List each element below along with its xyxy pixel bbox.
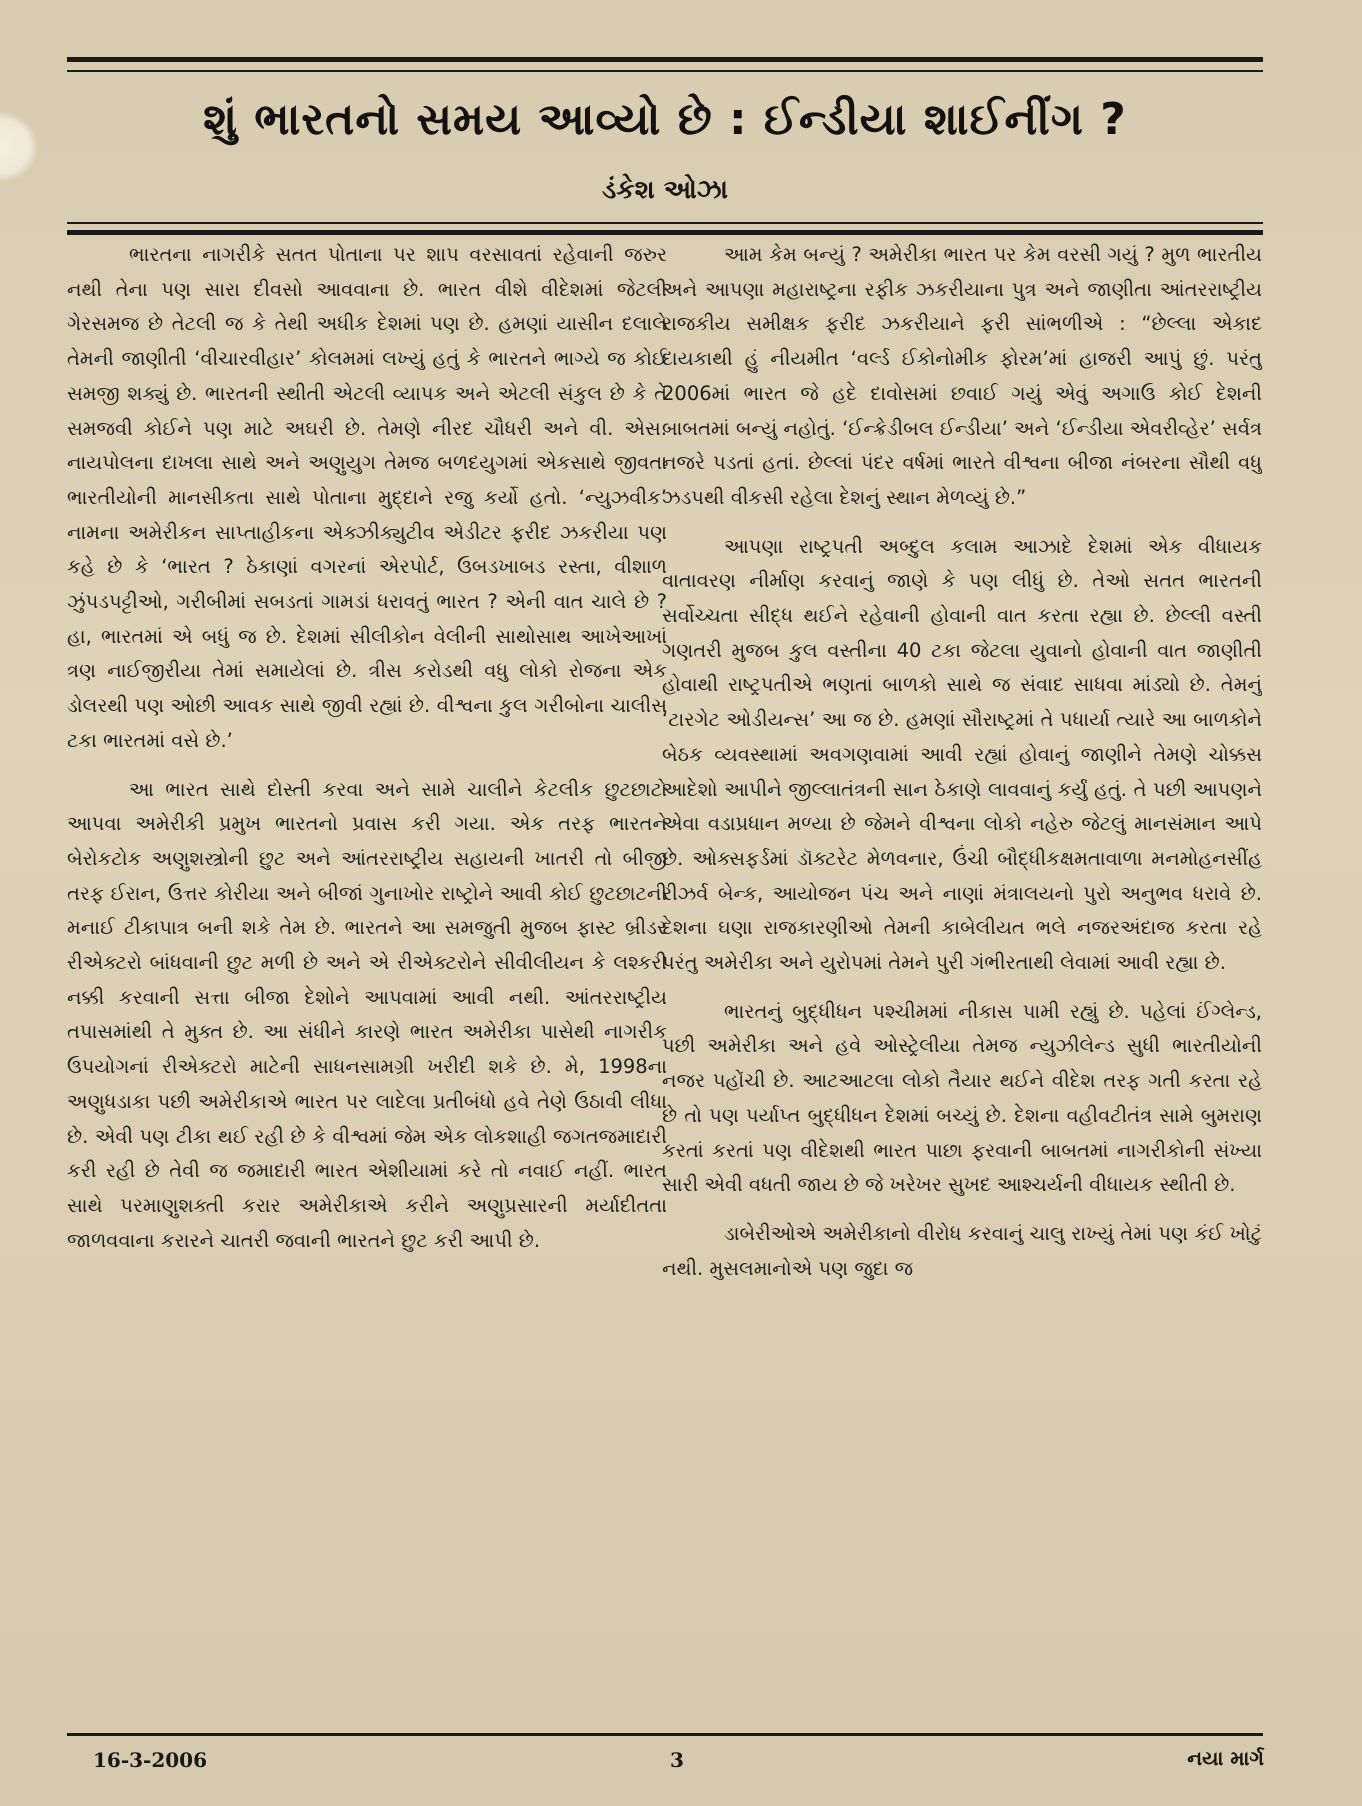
top-rule-thin xyxy=(67,70,1263,72)
paper-hole xyxy=(18,1628,52,1662)
article-title: શું ભારતનો સમય આવ્યો છે : ઈન્ડીયા શાઈનીંગ ? xyxy=(203,94,1127,145)
footer-rule xyxy=(67,1733,1263,1736)
paragraph: આપણા રાષ્ટ્રપતી અબ્દુલ કલામ આઝાદે દેશમાં એક વીધાયક વાતાવરણ નીર્માણ કરવાનું જાણે કે પણ લીધું છે. તેઓ સતત ભારતની સર્વોચ્ચતા સીદ્ધ થઈને રહેવાની હોવાની વાત કરતા રહ્યા છે. છેલ્લી વસ્તી ગણતરી મુજબ કુલ વસ્તીના 40 ટકા જેટલા યુવાનો હોવાની વાત જાણીતી હોવાથી રાષ્ટ્રપતીએ ભણતાં બાળકો સાથે જ સંવાદ સાધવા માંડ્યો છે. તેમનું ‘ટારગેટ ઓડીયન્સ’ આ જ છે. હમણાં સૌરાષ્ટ્રમાં તે પધાર્યા ત્યારે આ બાળકોને બેઠક વ્યવસ્થામાં અવગણવામાં આવી રહ્યાં હોવાનું જાણીને તેમણે ચોક્કસ આદેશો આપીને જીલ્લાતંત્રની સાન ઠેકાણે લાવવાનું કર્યું હતું. તે પછી આપણને એવા વડાપ્રધાન મળ્યા છે જેમને વીશ્વના લોકો નહેરુ જેટલું માનસંમાન આપે છે. ઓક્સફર્ડમાં ડૉક્ટરેટ મેળવનાર, ઉંચી બૌદ્ધીકક્ષમતાવાળા મનમોહનસીંહ રીઝર્વ બેન્ક, આયોજન પંચ અને નાણાં મંત્રાલયનો પુરો અનુભવ ધરાવે છે. દેશના ઘણા રાજકારણીઓ તેમની કાબેલીયત ભલે નજરઅંદાજ કરતા રહે પરંતુ અમેરીકા અને યુરોપમાં તેમને પુરી ગંભીરતાથી લેવામાં આવી રહ્યા છે. xyxy=(662,534,1262,975)
article-author: ડંકેશ ઓઝા xyxy=(602,175,728,205)
header-rule-thin xyxy=(67,222,1263,224)
publication-name: નયા માર્ગ xyxy=(1187,1746,1264,1770)
issue-date: 16-3-2006 xyxy=(93,1748,208,1772)
top-rule-thick xyxy=(67,57,1263,62)
header-rule-thick xyxy=(67,230,1263,235)
paragraph: ભારતના નાગરીકે સતત પોતાના પર શાપ વરસાવતાં રહેવાની જરુર નથી તેના પણ સારા દીવસો આવવાના છે. ભારત વીશે વીદેશમાં જેટલી ગેરસમજ છે તેટલી જ કે તેથી અધીક દેશમાં પણ છે. હમણાં યાસીન દલાલે તેમની જાણીતી ‘વીચારવીહાર’ કોલમમાં લખ્યું હતું કે ભારતને ભાગ્યે જ કોઈ સમજી શક્યું છે. ભારતની સ્થીતી એટલી વ્યાપક અને એટલી સંકુલ છે કે તે સમજવી કોઈને પણ માટે અઘરી છે. તેમણે નીરદ ચૌધરી અને વી. એસ. નાયપોલના દાખલા સાથે અને અણુયુગ તેમજ બળદયુગમાં એકસાથે જીવતા ભારતીયોની માનસીકતા સાથે પોતાના મુદ્દાને રજુ કર્યો હતો. ‘ન્યુઝવીક’ નામના અમેરીકન સાપ્તાહીકના એક્ઝીક્યુટીવ એડીટર ફરીદ ઝકરીયા પણ કહે છે કે ‘ભારત ? ઠેકાણાં વગરનાં એરપોર્ટ, ઉબડખાબડ રસ્તા, વીશાળ ઝુંપડપટ્ટીઓ, ગરીબીમાં સબડતાં ગામડાં ધરાવતું ભારત ? એની વાત ચાલે છે ? હા, ભારતમાં એ બધું જ છે. દેશમાં સીલીકોન વેલીની સાથોસાથ આખેઆખાં ત્રણ નાઈજીરીયા તેમાં સમાયેલાં છે. ત્રીસ કરોડથી વધુ લોકો રોજના એક ડોલરથી પણ ઓછી આવક સાથે જીવી રહ્યાં છે. વીશ્વના કુલ ગરીબોના ચાલીસ ટકા ભારતમાં વસે છે.’ xyxy=(67,243,667,752)
paragraph: આ ભારત સાથે દોસ્તી કરવા અને સામે ચાલીને કેટલીક છુટછાટો આપવા અમેરીકી પ્રમુખ ભારતનો પ્રવાસ કરી ગયા. એક તરફ ભારતને બેરોકટોક અણુશસ્ત્રોની છુટ અને આંતરરાષ્ટ્રીય સહાયની ખાતરી તો બીજી તરફ ઈરાન, ઉત્તર કોરીયા અને બીજાં ગુનાખોર રાષ્ટ્રોને આવી કોઈ છુટછાટની મનાઈ ટીકાપાત્ર બની શકે તેમ છે. ભારતને આ સમજુતી મુજબ ફાસ્ટ બ્રીડર રીએક્ટરો બાંધવાની છુટ મળી છે અને એ રીએક્ટરોને સીવીલીયન કે લશ્કરી નક્કી કરવાની સત્તા બીજા દેશોને આપવામાં આવી નથી. આંતરરાષ્ટ્રીય તપાસમાંથી તે મુક્ત છે. આ સંધીને કારણે ભારત અમેરીકા પાસેથી નાગરીક ઉપયોગનાં રીએક્ટરો માટેની સાધનસામગ્રી ખરીદી શકે છે. મે, 1998ના અણુધડાકા પછી અમેરીકાએ ભારત પર લાદેલા પ્રતીબંધો હવે તેણે ઉઠાવી લીધા છે. એવી પણ ટીકા થઈ રહી છે કે વીશ્વમાં જેમ એક લોકશાહી જગતજમાદારી કરી રહી છે તેવી જ જમાદારી ભારત એશીયામાં કરે તો નવાઈ નહીં. ભારત સાથે પરમાણુશક્તી કરાર અમેરીકાએ કરીને અણુપ્રસારની મર્યાદીતતા જાળવવાના કરારને ચાતરી જવાની ભારતને છુટ કરી આપી છે. xyxy=(67,777,667,1252)
left-column xyxy=(67,238,667,1723)
paper-tear xyxy=(0,112,38,182)
paper-hole xyxy=(14,962,48,996)
paragraph: આમ કેમ બન્યું ? અમેરીકા ભારત પર કેમ વરસી ગયું ? મુળ ભારતીય અને આપણા મહારાષ્ટ્રના રફીક ઝકરીયાના પુત્ર અને જાણીતા આંતરરાષ્ટ્રીય રાજકીય સમીક્ષક ફરીદ ઝકરીયાને ફરી સાંભળીએ : “છેલ્લા એકાદ દાયકાથી હું નીયમીત ‘વર્લ્ડ ઈકોનોમીક ફોરમ’માં હાજરી આપું છું. પરંતુ 2006માં ભારત જે હદે દાવોસમાં છવાઈ ગયું એવું અગાઉ કોઈ દેશની બાબતમાં બન્યું નહોતું. ‘ઈન્ક્રેડીબલ ઈન્ડીયા’ અને ‘ઈન્ડીયા એવરીવ્હેર’ સર્વત્ર નજરે પડતાં હતાં. છેલ્લાં પંદર વર્ષમાં ભારતે વીશ્વના બીજા નંબરના સૌથી વધુ ઝડપથી વીકસી રહેલા દેશનું સ્થાન મેળવ્યું છે.” xyxy=(662,243,1262,509)
right-column xyxy=(662,238,1262,1723)
paragraph: ભારતનું બુદ્ધીધન પશ્ચીમમાં નીકાસ પામી રહ્યું છે. પહેલાં ઈંગ્લેન્ડ, પછી અમેરીકા અને હવે ઓસ્ટ્રેલીયા તેમજ ન્યુઝીલેન્ડ સુધી ભારતીયોની નજર પહોંચી છે. આટઆટલા લોકો તૈયાર થઈને વીદેશ તરફ ગતી કરતા રહે છે તો પણ પર્યાપ્ત બુદ્ધીધન દેશમાં બચ્યું છે. દેશના વહીવટીતંત્ર સામે બુમરાણ કરતાં કરતાં પણ વીદેશથી ભારત પાછા ફરવાની બાબતમાં નાગરીકોની સંખ્યા સારી એવી વધતી જાય છે જે ખરેખર સુખદ આશ્ચર્યની વીધાયક સ્થીતી છે. xyxy=(662,999,1262,1197)
page-number: 3 xyxy=(670,1748,684,1772)
paragraph: ડાબેરીઓએ અમેરીકાનો વીરોધ કરવાનું ચાલુ રાખ્યું તેમાં પણ કંઈ ખોટું નથી. મુસલમાનોએ પણ જુદા જ xyxy=(662,1221,1262,1280)
